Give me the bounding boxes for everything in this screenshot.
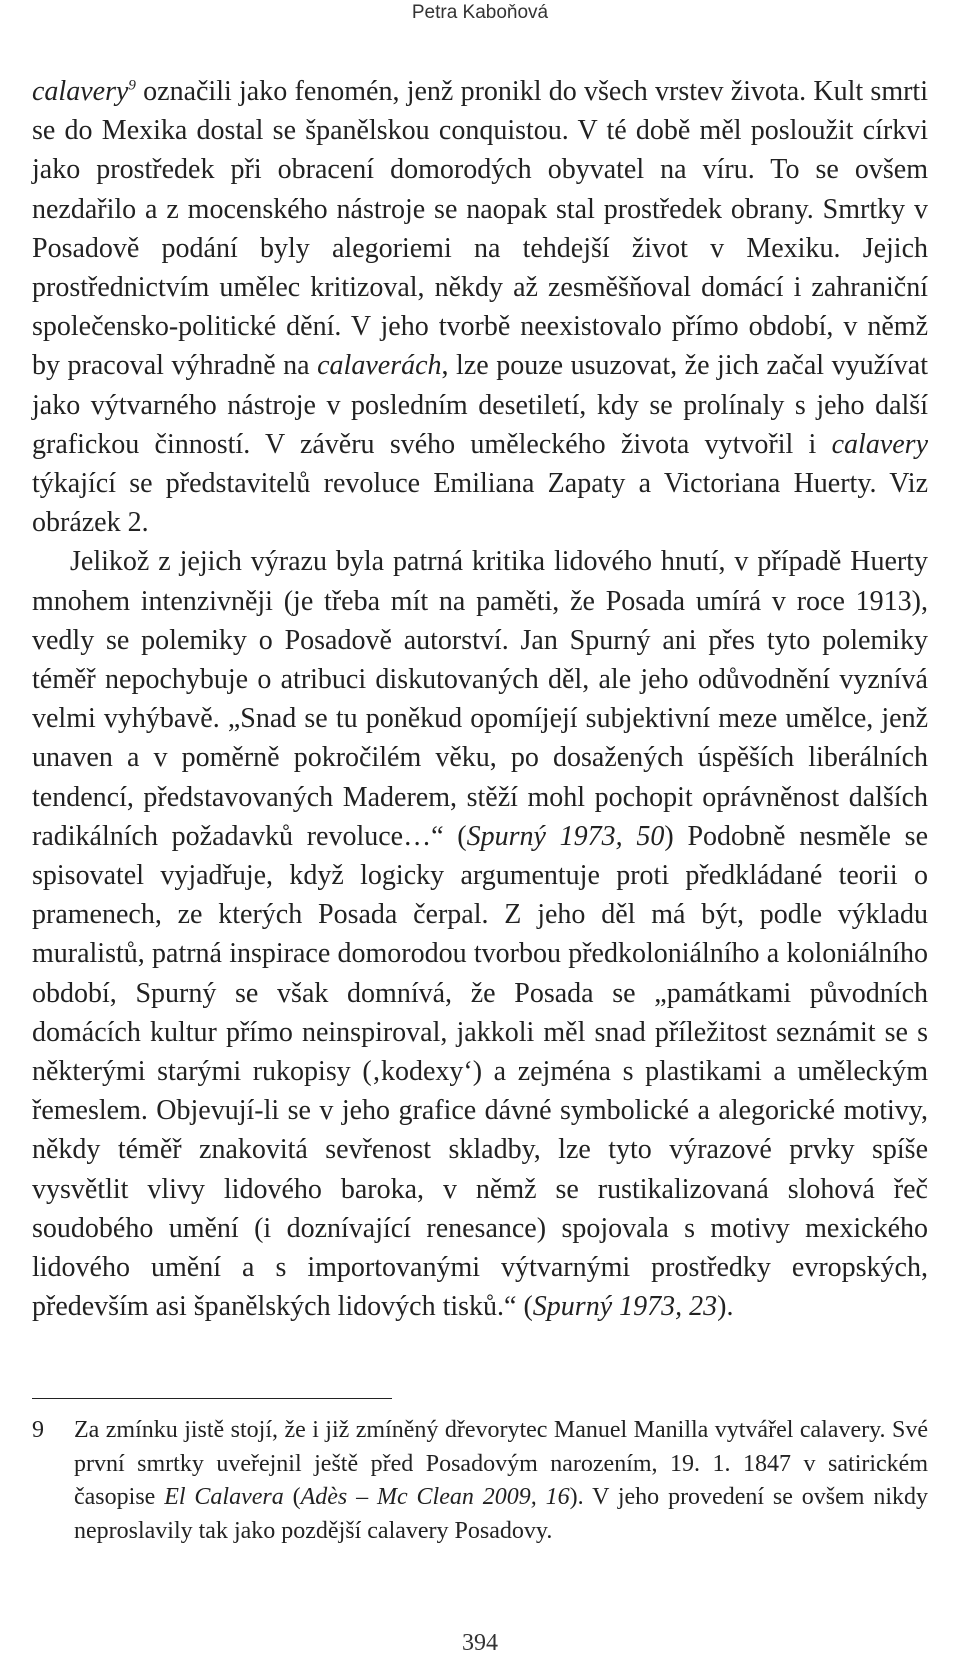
term-calavery-2: calavery	[831, 428, 928, 460]
paragraph-1-text-3: týkající se představitelů revoluce Emiliana Zapaty a Victoriana Huerty. Viz obrázek 2.	[32, 468, 928, 539]
paragraph-1	[32, 72, 928, 542]
paragraph-2	[32, 542, 928, 1326]
footnote-text-1: Za zmínku jistě stojí, že i již zmíněný dřevorytec Manuel Manilla vytvářel calavery. Své první smrtky uveřejnil ještě před Posadovým narozením, 19. 1. 1847 v satirickém časopise	[74, 1417, 928, 1510]
paragraph-1-text-2: , lze pouze usuzovat, že jich začal využívat jako výtvarného nástroje v posledním desetiletí, kdy se prolínaly s jeho další grafickou činností. V závěru svého uměleckého života vytvořil i	[32, 350, 928, 460]
footnote-text-3: ). V jeho provedení se ovšem nikdy neproslavily tak jako pozdější calavery Posadovy.	[74, 1484, 928, 1544]
journal-title: El Calavera	[164, 1484, 284, 1510]
paragraph-2-text-3: ).	[717, 1291, 734, 1323]
footnote-text	[74, 1414, 928, 1548]
paragraph-1-text: označili jako fenomén, jenž pronikl do všech vrstev života. Kult smrti se do Mexika dostal se španělskou conquistou. V té době měl posloužit církvi jako prostředek při obracení domorodých obyvatel na víru. To se ovšem nezdařilo a z mocenského nástroje se naopak stal prostředek obrany. Smrtky v Posadově podání byly alegoriemi na tehdejší život v Mexiku. Jejich prostřednictvím umělec kritizoval, někdy až zesměšňoval domácí i zahraniční společensko-politické dění. V jeho tvorbě neexistovalo přímo období, v němž by pracoval výhradně na	[32, 76, 928, 382]
footnote-number: 9	[32, 1417, 44, 1443]
term-calaverach: calaverách	[317, 350, 442, 382]
citation-ades: Adès – Mc Clean 2009, 16	[300, 1484, 570, 1510]
footnote-reference[interactable]: 9	[128, 77, 136, 94]
citation-spurny-50: Spurný 1973, 50	[466, 820, 665, 852]
citation-spurny-23: Spurný 1973, 23	[532, 1291, 718, 1323]
footnote-text-2: (	[283, 1484, 301, 1510]
footnote-9	[32, 1414, 928, 1548]
running-head-author: Petra Kaboňová	[411, 2, 549, 23]
footnote-divider	[32, 1398, 392, 1399]
paragraph-2-text-2: ) Podobně nesměle se spisovatel vyjadřuje, když logicky argumentuje proti předkládané teorii o pramenech, ze kterých Posada čerpal. Z jeho děl má být, podle výkladu muralistů, patrná inspirace domorodou tvorbou předkoloniálního a koloniálního období, Spurný se však domnívá, že Posada se „památkami původních domácích kultur přímo neinspiroval, jakkoli měl snad příležitost seznámit se s některými starými rukopisy (‚kodexy‘) a zejména s plastikami a uměleckým řemeslem. Objevují-li se v jeho grafice dávné symbolické a alegorické motivy, někdy téměř znakovitá sevřenost skladby, lze tyto výrazové prvky spíše vysvětlit vlivy lidového baroka, v němž se rustikalizovaná slohová řeč soudobého umění (i doznívající renesance) spojovala s motivy mexického lidového umění a s importovanými výtvarnými prostředky evropských, především asi španělských lidových tisků.“ (	[32, 820, 929, 1323]
page-number: 394	[462, 1630, 498, 1656]
term-calavery: calavery	[32, 76, 129, 107]
main-text	[32, 72, 928, 1327]
paragraph-2-text: Jelikož z jejich výrazu byla patrná kritika lidového hnutí, v případě Huerty mnohem intenzivněji (je třeba mít na paměti, že Posada umírá v roce 1913), vedly se polemiky o Posadově autorství. Jan Spurný ani přes tyto polemiky téměř nepochybuje o atribuci diskutovaných děl, ale jeho odůvodnění vyznívá velmi vyhýbavě. „Snad se tu poněkud opomíjejí subjektivní meze umělce, jenž unaven a v poměrně pokročilém věku, po dosažených úspěších liberálních tendencí, představovaných Maderem, stěží mohl pochopit oprávněnost dalších radikálních požadavků revoluce…“ (	[32, 546, 928, 852]
